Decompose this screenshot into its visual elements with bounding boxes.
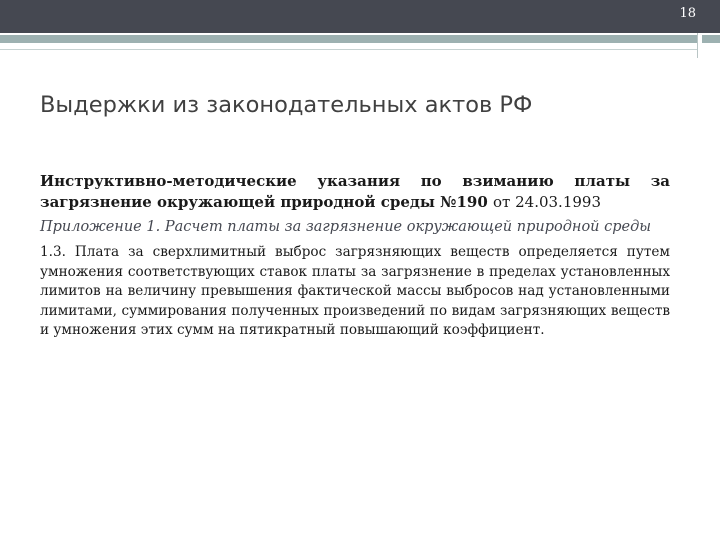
corner-line-horizontal xyxy=(0,49,697,50)
clause-text: 1.3. Плата за сверхлимитный выброс загрязняющих веществ определяется путем умножения соответствующих ставок платы за загрязнение в пределах установленных лимитов на величину превышения фактической массы выбросов над установленными лимитами, суммирования полученных произведений по видам загрязняющих веществ и умножения этих сумм на пятикратный повышающий коэффициент. xyxy=(40,244,670,338)
document-reference xyxy=(40,171,670,213)
annex-title: Приложение 1. Расчет платы за загрязнение окружающей природной среды xyxy=(40,219,652,235)
document-date: от 24.03.1993 xyxy=(493,193,601,211)
slide-number: 18 xyxy=(679,6,696,21)
accent-rule xyxy=(0,35,697,43)
document-title: Инструктивно-методические указания по взиманию платы за загрязнение окружающей природной среды №190 xyxy=(40,172,670,211)
slide-title: Выдержки из законодательных актов РФ xyxy=(40,92,533,118)
accent-rule-right xyxy=(702,35,720,43)
header-band xyxy=(0,0,720,33)
slide-content xyxy=(40,171,670,341)
corner-line-vertical xyxy=(697,33,698,58)
